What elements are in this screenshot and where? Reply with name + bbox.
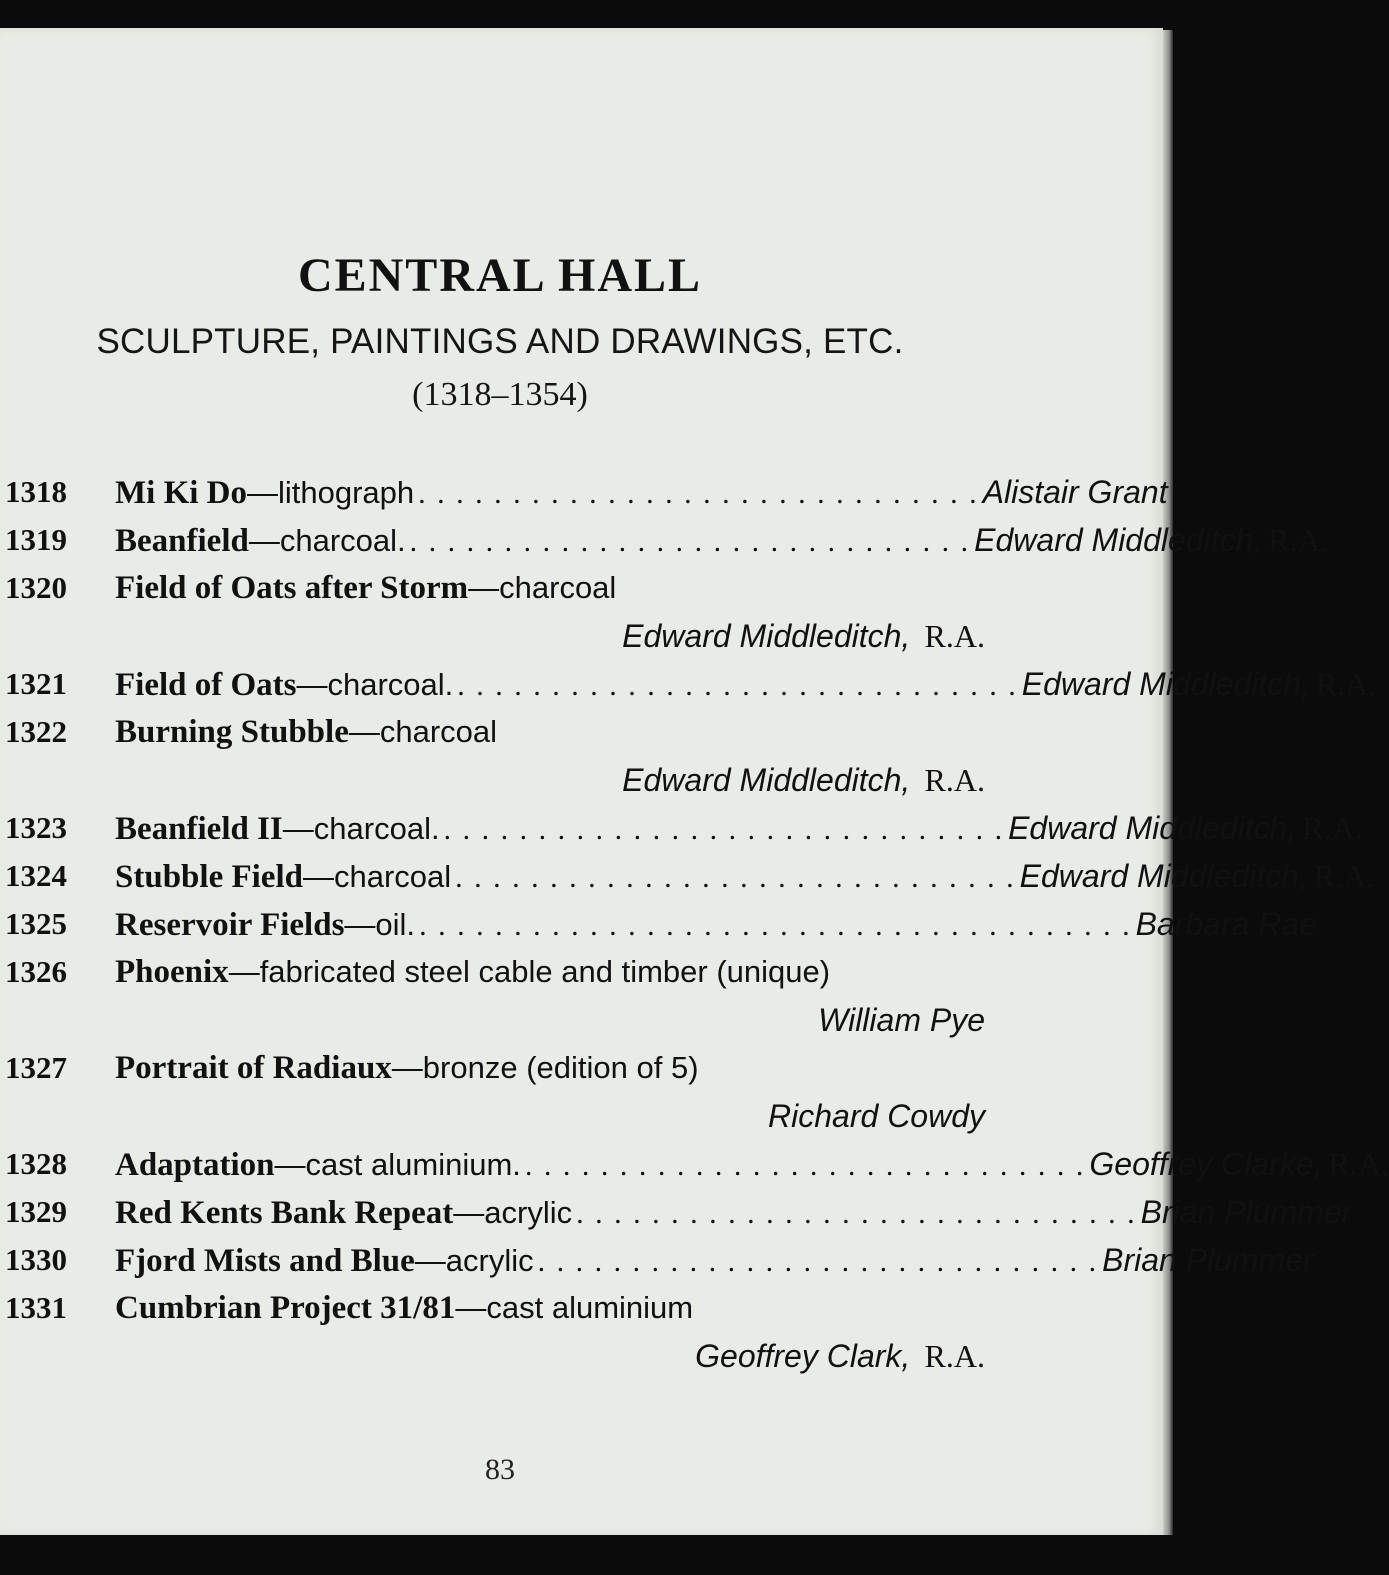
entry-number: 1328 xyxy=(5,1146,67,1181)
entry-number: 1330 xyxy=(5,1242,67,1277)
dot-leader: . . . . . . . . . . . . . . . . . . . . . . . . . . . . . . xyxy=(457,669,1018,702)
entry-title: Field of Oats after Storm xyxy=(115,570,469,606)
section-subheading: SCULPTURE, PAINTINGS AND DRAWINGS, ETC. xyxy=(96,322,904,361)
entry-medium: —acrylic xyxy=(414,1243,534,1278)
catalogue-entry xyxy=(0,954,1000,1050)
entry-honour: R.A. xyxy=(924,762,985,798)
catalogue-entry xyxy=(0,570,1000,666)
entry-medium: —bronze (edition of 5) xyxy=(391,1050,699,1085)
catalogue-range: (1318–1354) xyxy=(412,376,588,413)
catalogue-entry xyxy=(0,810,1363,858)
entry-number: 1320 xyxy=(5,570,67,605)
entry-honour: R.A. xyxy=(1315,666,1377,702)
entry-artist: Geoffrey Clark, xyxy=(695,1338,911,1374)
entry-medium: —acrylic xyxy=(453,1195,573,1230)
entry-number: 1318 xyxy=(5,474,67,509)
entry-title: Beanfield xyxy=(115,523,249,559)
entry-title: Phoenix xyxy=(115,954,229,990)
entry-medium: —oil. xyxy=(344,907,416,942)
entry-medium: —charcoal. xyxy=(248,523,406,558)
entry-number: 1321 xyxy=(5,666,67,701)
entry-number: 1326 xyxy=(5,954,67,989)
entry-medium: —charcoal xyxy=(348,714,498,749)
dot-leader: . . . . . . . . . . . . . . . . . . . . . . . . . . . . . . xyxy=(418,477,979,510)
entry-artist: Edward Middleditch, xyxy=(1021,666,1310,702)
dot-leader: . . . . . . . . . . . . . . . . . . . . . . . . . . . . . . xyxy=(409,525,971,558)
entry-artist: Edward Middleditch, xyxy=(622,762,911,798)
catalogue-entry xyxy=(0,1242,1314,1290)
entry-artist: Barbara Rae xyxy=(1135,906,1317,942)
entry-artist: Brian Plummer xyxy=(1140,1194,1353,1230)
page-number: 83 xyxy=(485,1453,515,1486)
entry-artist: Richard Cowdy xyxy=(768,1098,985,1134)
catalogue-entry xyxy=(0,1050,1000,1146)
catalogue-entry xyxy=(0,522,1329,570)
entry-honour: R.A. xyxy=(1313,858,1375,894)
entry-title: Stubble Field xyxy=(115,859,303,895)
entry-number: 1323 xyxy=(5,810,67,845)
catalogue-entry xyxy=(0,474,1168,522)
entry-artist: Geoffrey Clarke, xyxy=(1089,1146,1323,1182)
catalogue-entry xyxy=(0,858,1375,906)
entry-number: 1322 xyxy=(5,714,67,749)
entry-medium: —charcoal xyxy=(468,570,617,605)
catalogue-entry xyxy=(0,1290,1000,1386)
entry-number: 1329 xyxy=(5,1194,67,1229)
entry-title: Cumbrian Project 31/81 xyxy=(115,1290,456,1326)
entry-honour: R.A. xyxy=(1328,1146,1389,1182)
entry-medium: —fabricated steel cable and timber (unique) xyxy=(228,954,831,989)
entry-title: Red Kents Bank Repeat xyxy=(115,1195,454,1231)
catalogue-entry xyxy=(0,906,1317,954)
catalogue-entry xyxy=(0,1146,1389,1194)
dot-leader: . . . . . . . . . . . . . . . . . . . . . . . . . . . . . . . . . . . . . . xyxy=(419,909,1132,942)
entry-honour: R.A. xyxy=(1268,522,1329,558)
entry-honour: R.A. xyxy=(924,1338,985,1374)
entry-honour: R.A. xyxy=(1302,810,1363,846)
entry-number: 1331 xyxy=(5,1290,67,1325)
dot-leader: . . . . . . . . . . . . . . . . . . . . . . . . . . . . . . xyxy=(537,1245,1099,1278)
entry-artist: Edward Middleditch, xyxy=(974,522,1263,558)
dot-leader: . . . . . . . . . . . . . . . . . . . . . . . . . . . . . . xyxy=(455,861,1016,894)
catalogue-entry xyxy=(0,714,1000,810)
entry-title: Burning Stubble xyxy=(115,714,349,750)
catalogue-entry xyxy=(0,666,1377,714)
entry-medium: —lithograph xyxy=(246,475,415,510)
entry-artist: William Pye xyxy=(818,1002,985,1038)
entry-artist: Edward Middleditch, xyxy=(622,618,911,654)
catalogue-entry xyxy=(0,1194,1353,1242)
page-edge xyxy=(1163,30,1173,1535)
entry-artist: Edward Middleditch, xyxy=(1008,810,1297,846)
entry-medium: —charcoal. xyxy=(282,811,440,846)
entry-medium: —charcoal. xyxy=(296,667,454,702)
entry-title: Portrait of Radiaux xyxy=(115,1050,392,1086)
entry-number: 1327 xyxy=(5,1050,67,1085)
entry-honour: R.A. xyxy=(924,618,985,654)
entry-title: Adaptation xyxy=(115,1147,275,1183)
entry-medium: —cast aluminium xyxy=(455,1290,694,1325)
entry-title: Field of Oats xyxy=(115,667,297,703)
entry-title: Fjord Mists and Blue xyxy=(115,1243,415,1279)
dot-leader: . . . . . . . . . . . . . . . . . . . . . . . . . . . . . . xyxy=(524,1149,1086,1182)
dot-leader: . . . . . . . . . . . . . . . . . . . . . . . . . . . . . . xyxy=(576,1197,1137,1230)
entry-medium: —charcoal xyxy=(302,859,452,894)
dot-leader: . . . . . . . . . . . . . . . . . . . . . . . . . . . . . . xyxy=(443,813,1005,846)
entry-title: Reservoir Fields xyxy=(115,907,345,943)
entry-title: Mi Ki Do xyxy=(115,475,247,511)
entry-number: 1324 xyxy=(5,858,67,893)
entry-medium: —cast aluminium. xyxy=(274,1147,521,1182)
entry-number: 1319 xyxy=(5,522,67,557)
entry-artist: Edward Middleditch, xyxy=(1019,858,1308,894)
entry-artist: Alistair Grant xyxy=(982,474,1168,510)
section-heading: CENTRAL HALL xyxy=(297,249,703,302)
entry-title: Beanfield II xyxy=(115,811,283,847)
entry-artist: Brian Plummer xyxy=(1102,1242,1314,1278)
entry-number: 1325 xyxy=(5,906,67,941)
